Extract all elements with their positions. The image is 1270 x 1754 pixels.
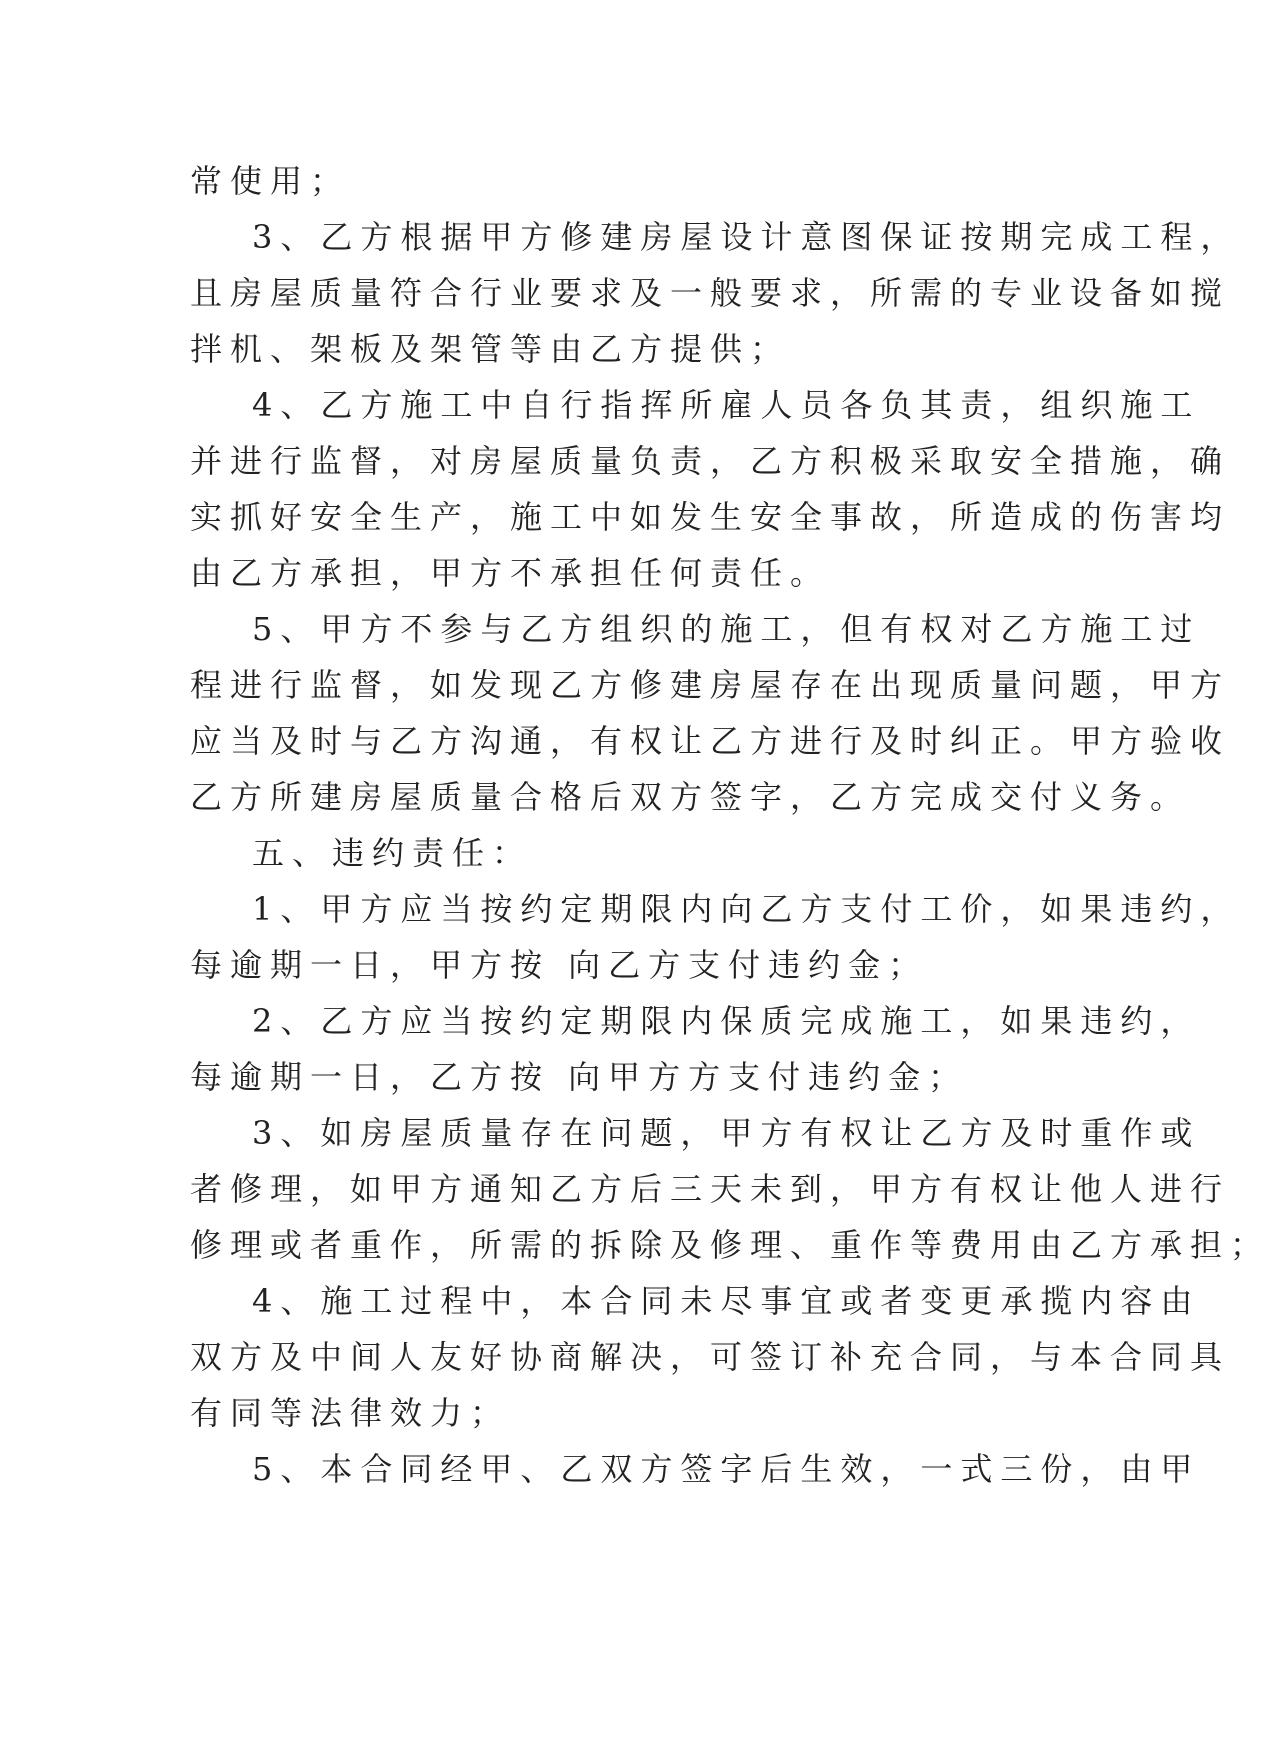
text-line: 者修理，如甲方通知乙方后三天未到，甲方有权让他人进行 (190, 1170, 1231, 1208)
text-line: 程进行监督，如发现乙方修建房屋存在出现质量问题，甲方 (190, 666, 1231, 704)
text-line: 由乙方承担，甲方不承担任何责任。 (190, 554, 831, 592)
document-body (190, 153, 1270, 1497)
breach-clause-3-start: 3、如房屋质量存在问题，甲方有权让乙方及时重作或 (252, 1114, 1201, 1152)
section-heading: 五、违约责任： (252, 834, 533, 872)
breach-clause-1-start: 1、甲方应当按约定期限内向乙方支付工价，如果违约， (252, 890, 1241, 928)
text-line: 修理或者重作，所需的拆除及修理、重作等费用由乙方承担； (190, 1226, 1270, 1264)
clause-5-start: 5、甲方不参与乙方组织的施工，但有权对乙方施工过 (252, 610, 1201, 648)
text-line: 且房屋质量符合行业要求及一般要求，所需的专业设备如搅 (190, 274, 1231, 312)
text-line: 应当及时与乙方沟通，有权让乙方进行及时纠正。甲方验收 (190, 722, 1231, 760)
text-line: 常使用； (190, 162, 351, 200)
text-line: 有同等法律效力； (190, 1394, 511, 1432)
text-line: 实抓好安全生产，施工中如发生安全事故，所造成的伤害均 (190, 498, 1231, 536)
text-line: 每逾期一日，甲方按 向乙方支付违约金； (190, 946, 929, 984)
text-line: 并进行监督，对房屋质量负责，乙方积极采取安全措施，确 (190, 442, 1231, 480)
text-line: 拌机、架板及架管等由乙方提供； (190, 330, 791, 368)
clause-3-start: 3、乙方根据甲方修建房屋设计意图保证按期完成工程， (252, 218, 1241, 256)
breach-clause-4-start: 4、施工过程中，本合同未尽事宜或者变更承揽内容由 (252, 1282, 1201, 1320)
text-line: 双方及中间人友好协商解决，可签订补充合同，与本合同具 (190, 1338, 1231, 1376)
text-line: 每逾期一日，乙方按 向甲方方支付违约金； (190, 1058, 969, 1096)
clause-4-start: 4、乙方施工中自行指挥所雇人员各负其责，组织施工 (252, 386, 1201, 424)
breach-clause-5-start: 5、本合同经甲、乙双方签字后生效，一式三份，由甲 (252, 1450, 1201, 1488)
text-line: 乙方所建房屋质量合格后双方签字，乙方完成交付义务。 (190, 778, 1191, 816)
breach-clause-2-start: 2、乙方应当按约定期限内保质完成施工，如果违约， (252, 1002, 1201, 1040)
